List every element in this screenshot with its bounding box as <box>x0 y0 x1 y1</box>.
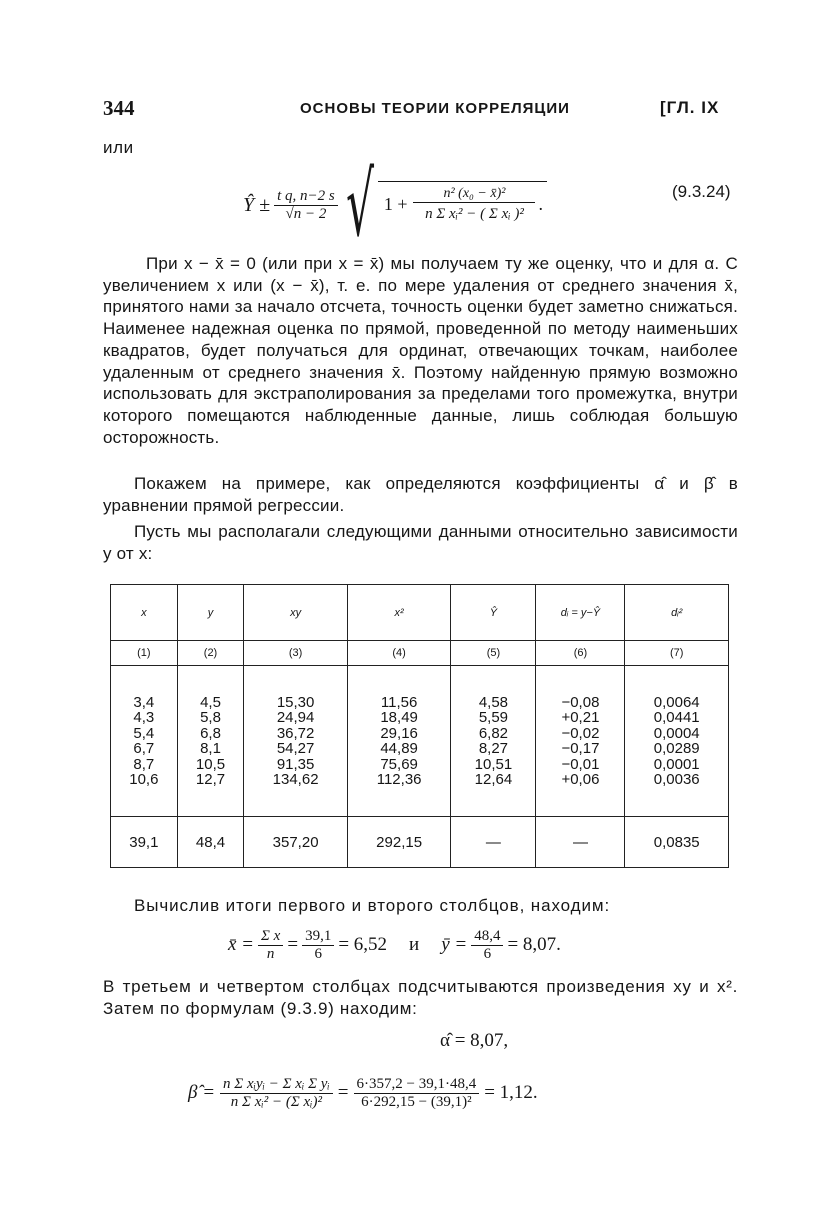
square-root-sign: √ <box>345 153 374 256</box>
formula-factor-numerator: t q, n−2 s <box>274 188 338 206</box>
beta-denominator-value: 6·292,15 − (39,1)² <box>361 1093 472 1110</box>
xbar-numerator-value: 39,1 <box>302 928 334 946</box>
table-cell: −0,02 <box>561 724 600 742</box>
xbar-denominator-value: 6 <box>314 945 322 962</box>
means-formula <box>228 920 561 970</box>
equation-number: (9.3.24) <box>672 182 731 201</box>
formula-9-3-24 <box>243 153 547 256</box>
xbar-result: = 6,52 <box>338 934 388 955</box>
table-cell: 4,5 <box>200 693 221 711</box>
beta-result: = 1,12. <box>484 1082 538 1103</box>
table-cell: 10,6 <box>129 771 159 788</box>
column-number: (7) <box>625 641 729 666</box>
table-cell: 0,0004 <box>653 724 700 742</box>
table-cell: 54,27 <box>276 740 315 757</box>
total-cell: — <box>451 817 536 868</box>
table-cell: 36,72 <box>276 724 315 742</box>
ybar-numerator: 48,4 <box>471 928 503 946</box>
column-number: (5) <box>451 641 536 666</box>
table-cell: 0,0441 <box>653 709 700 726</box>
ybar-lhs: ȳ = <box>441 934 468 955</box>
table-header-xy: xy <box>244 585 348 641</box>
xbar-fraction-values <box>302 928 334 963</box>
table-cell: 0,0064 <box>653 693 700 711</box>
ybar-denominator: 6 <box>483 945 492 962</box>
running-title: ОСНОВЫ ТЕОРИИ КОРРЕЛЯЦИИ <box>300 100 570 117</box>
formula-factor <box>274 188 338 223</box>
xbar-fraction <box>258 928 283 963</box>
table-cell: 6,7 <box>133 740 155 757</box>
table-cell: 15,30 <box>276 693 315 711</box>
table-cell: +0,21 <box>561 709 600 726</box>
table-header-d: dᵢ = y−Ŷ <box>536 585 625 641</box>
paragraph-1: При x − x̄ = 0 (или при x = x̄) мы получаем ту же оценку, что и для α. С увеличением x или (x − x̄), т. е. по мере удаления от среднего значения x̄, принятого нами за начало отсчета, точность оценки будет заметно снижаться. Наименее надежная оценка по прямой, проведенной по методу наименьших квадратов, будет получаться для ординат, отвечающих точкам, наиболее удаленным от среднего значения x̄. Поэтому найденную прямую возможно использовать для экстраполирования за пределами того промежутка, внутри которого помещаются наблюденные данные, лишь соблюдая большую осторожность. <box>103 254 738 447</box>
regression-data-table <box>110 584 729 868</box>
table-cell: 10,51 <box>474 755 513 773</box>
table-cell: 3,4 <box>133 693 155 711</box>
column-number: (4) <box>347 641 451 666</box>
table-cell: 0,0036 <box>653 771 700 788</box>
table-cell: 0,0001 <box>653 755 700 773</box>
beta-denominator: n Σ xᵢ² − (Σ xᵢ)² <box>230 1093 323 1110</box>
formula-inner-numerator: n² (x₀ − x̄)² <box>413 186 535 203</box>
table-cell: 134,62 <box>272 771 319 788</box>
ybar-result: = 8,07. <box>507 934 561 955</box>
beta-fraction <box>220 1076 333 1111</box>
table-header-y: y <box>177 585 244 641</box>
beta-equals: = <box>337 1082 349 1103</box>
beta-numerator-value: 6·357,2 − 39,1·48,4 <box>354 1076 480 1094</box>
beta-lhs: β̂ = <box>188 1082 216 1103</box>
column-x-values <box>111 666 178 817</box>
xbar-denominator: n <box>266 945 275 962</box>
xbar-lhs: x̄ = <box>228 934 255 955</box>
table-cell: 12,64 <box>474 771 513 788</box>
beta-formula <box>188 1058 538 1128</box>
table-body-row <box>111 666 729 817</box>
ybar-fraction <box>471 928 503 963</box>
formula-tail: . <box>538 194 543 214</box>
word-or: или <box>103 138 134 157</box>
sentence-computed-totals: Вычислив итоги первого и второго столбцов, находим: <box>134 896 611 915</box>
column-xy-values <box>244 666 348 817</box>
table-cell: 75,69 <box>380 755 418 773</box>
formula-inner-fraction <box>413 186 535 223</box>
table-cell: 0,0289 <box>653 740 700 757</box>
column-yhat-values <box>451 666 536 817</box>
formula-one-plus: 1 + <box>383 194 408 214</box>
formula-factor-denominator: √n − 2 <box>285 205 327 222</box>
alpha-value: α̂ = 8,07, <box>440 1030 509 1051</box>
table-cell: −0,08 <box>561 693 600 711</box>
table-cell: 5,8 <box>200 709 221 726</box>
radicand <box>378 181 547 223</box>
table-cell: 18,49 <box>380 709 418 726</box>
column-y-values <box>177 666 244 817</box>
table-cell: 8,1 <box>200 740 221 757</box>
column-number: (3) <box>244 641 348 666</box>
table-cell: +0,06 <box>561 771 600 788</box>
table-cell: 5,59 <box>478 709 509 726</box>
table-cell: 10,5 <box>195 755 226 773</box>
page-number: 344 <box>103 96 135 120</box>
sentence-products: В третьем и четвертом столбцах подсчитываются произведения xy и x². Затем по формулам (9.3.9) находим: <box>103 977 738 1018</box>
table-cell: 112,36 <box>376 771 422 788</box>
table-cell: −0,01 <box>561 755 600 773</box>
total-cell: — <box>536 817 625 868</box>
table-cell: 4,3 <box>133 709 155 726</box>
table-cell: 24,94 <box>276 709 315 726</box>
table-cell: −0,17 <box>561 740 600 757</box>
column-d-values <box>536 666 625 817</box>
table-cell: 29,16 <box>380 724 418 742</box>
table-header-d2: dᵢ² <box>625 585 729 641</box>
formula-lhs: Ŷ ± <box>243 193 271 216</box>
beta-numerator: n Σ xᵢyᵢ − Σ xᵢ Σ yᵢ <box>220 1076 333 1094</box>
paragraph-3: Пусть мы располагали следующими данными относительно зависимости y от x: <box>103 522 738 563</box>
total-cell: 48,4 <box>177 817 244 868</box>
table-cell: 6,82 <box>478 724 509 742</box>
formula-inner-denominator: n Σ xᵢ² − ( Σ xᵢ )² <box>425 206 524 222</box>
column-d2-values <box>625 666 729 817</box>
column-number: (2) <box>177 641 244 666</box>
table-header-x2: x² <box>347 585 451 641</box>
total-cell: 357,20 <box>244 817 348 868</box>
chapter-reference: [ГЛ. IX <box>660 98 720 117</box>
total-cell: 39,1 <box>111 817 178 868</box>
table-cell: 6,8 <box>200 724 221 742</box>
table-cell: 11,56 <box>380 693 418 711</box>
table-cell: 44,89 <box>380 740 418 757</box>
paragraph-2: Покажем на примере, как определяются коэффициенты α̂ и β̂ в уравнении прямой регрессии. <box>103 474 738 515</box>
beta-fraction-values <box>354 1076 480 1111</box>
table-header-x: x <box>111 585 178 641</box>
xbar-numerator: Σ x <box>258 928 283 946</box>
total-cell: 292,15 <box>347 817 451 868</box>
table-cell: 8,7 <box>133 755 155 773</box>
column-x2-values <box>347 666 451 817</box>
table-totals-row <box>111 817 729 868</box>
total-cell: 0,0835 <box>625 817 729 868</box>
column-number: (1) <box>111 641 178 666</box>
table-cell: 5,4 <box>133 724 155 742</box>
table-cell: 4,58 <box>478 693 509 711</box>
table-cell: 8,27 <box>478 740 509 757</box>
word-and: и <box>409 934 420 955</box>
table-cell: 91,35 <box>276 755 315 773</box>
table-header-yhat: Ŷ <box>451 585 536 641</box>
column-number: (6) <box>536 641 625 666</box>
table-cell: 12,7 <box>195 771 226 788</box>
xbar-equals: = <box>287 934 299 955</box>
